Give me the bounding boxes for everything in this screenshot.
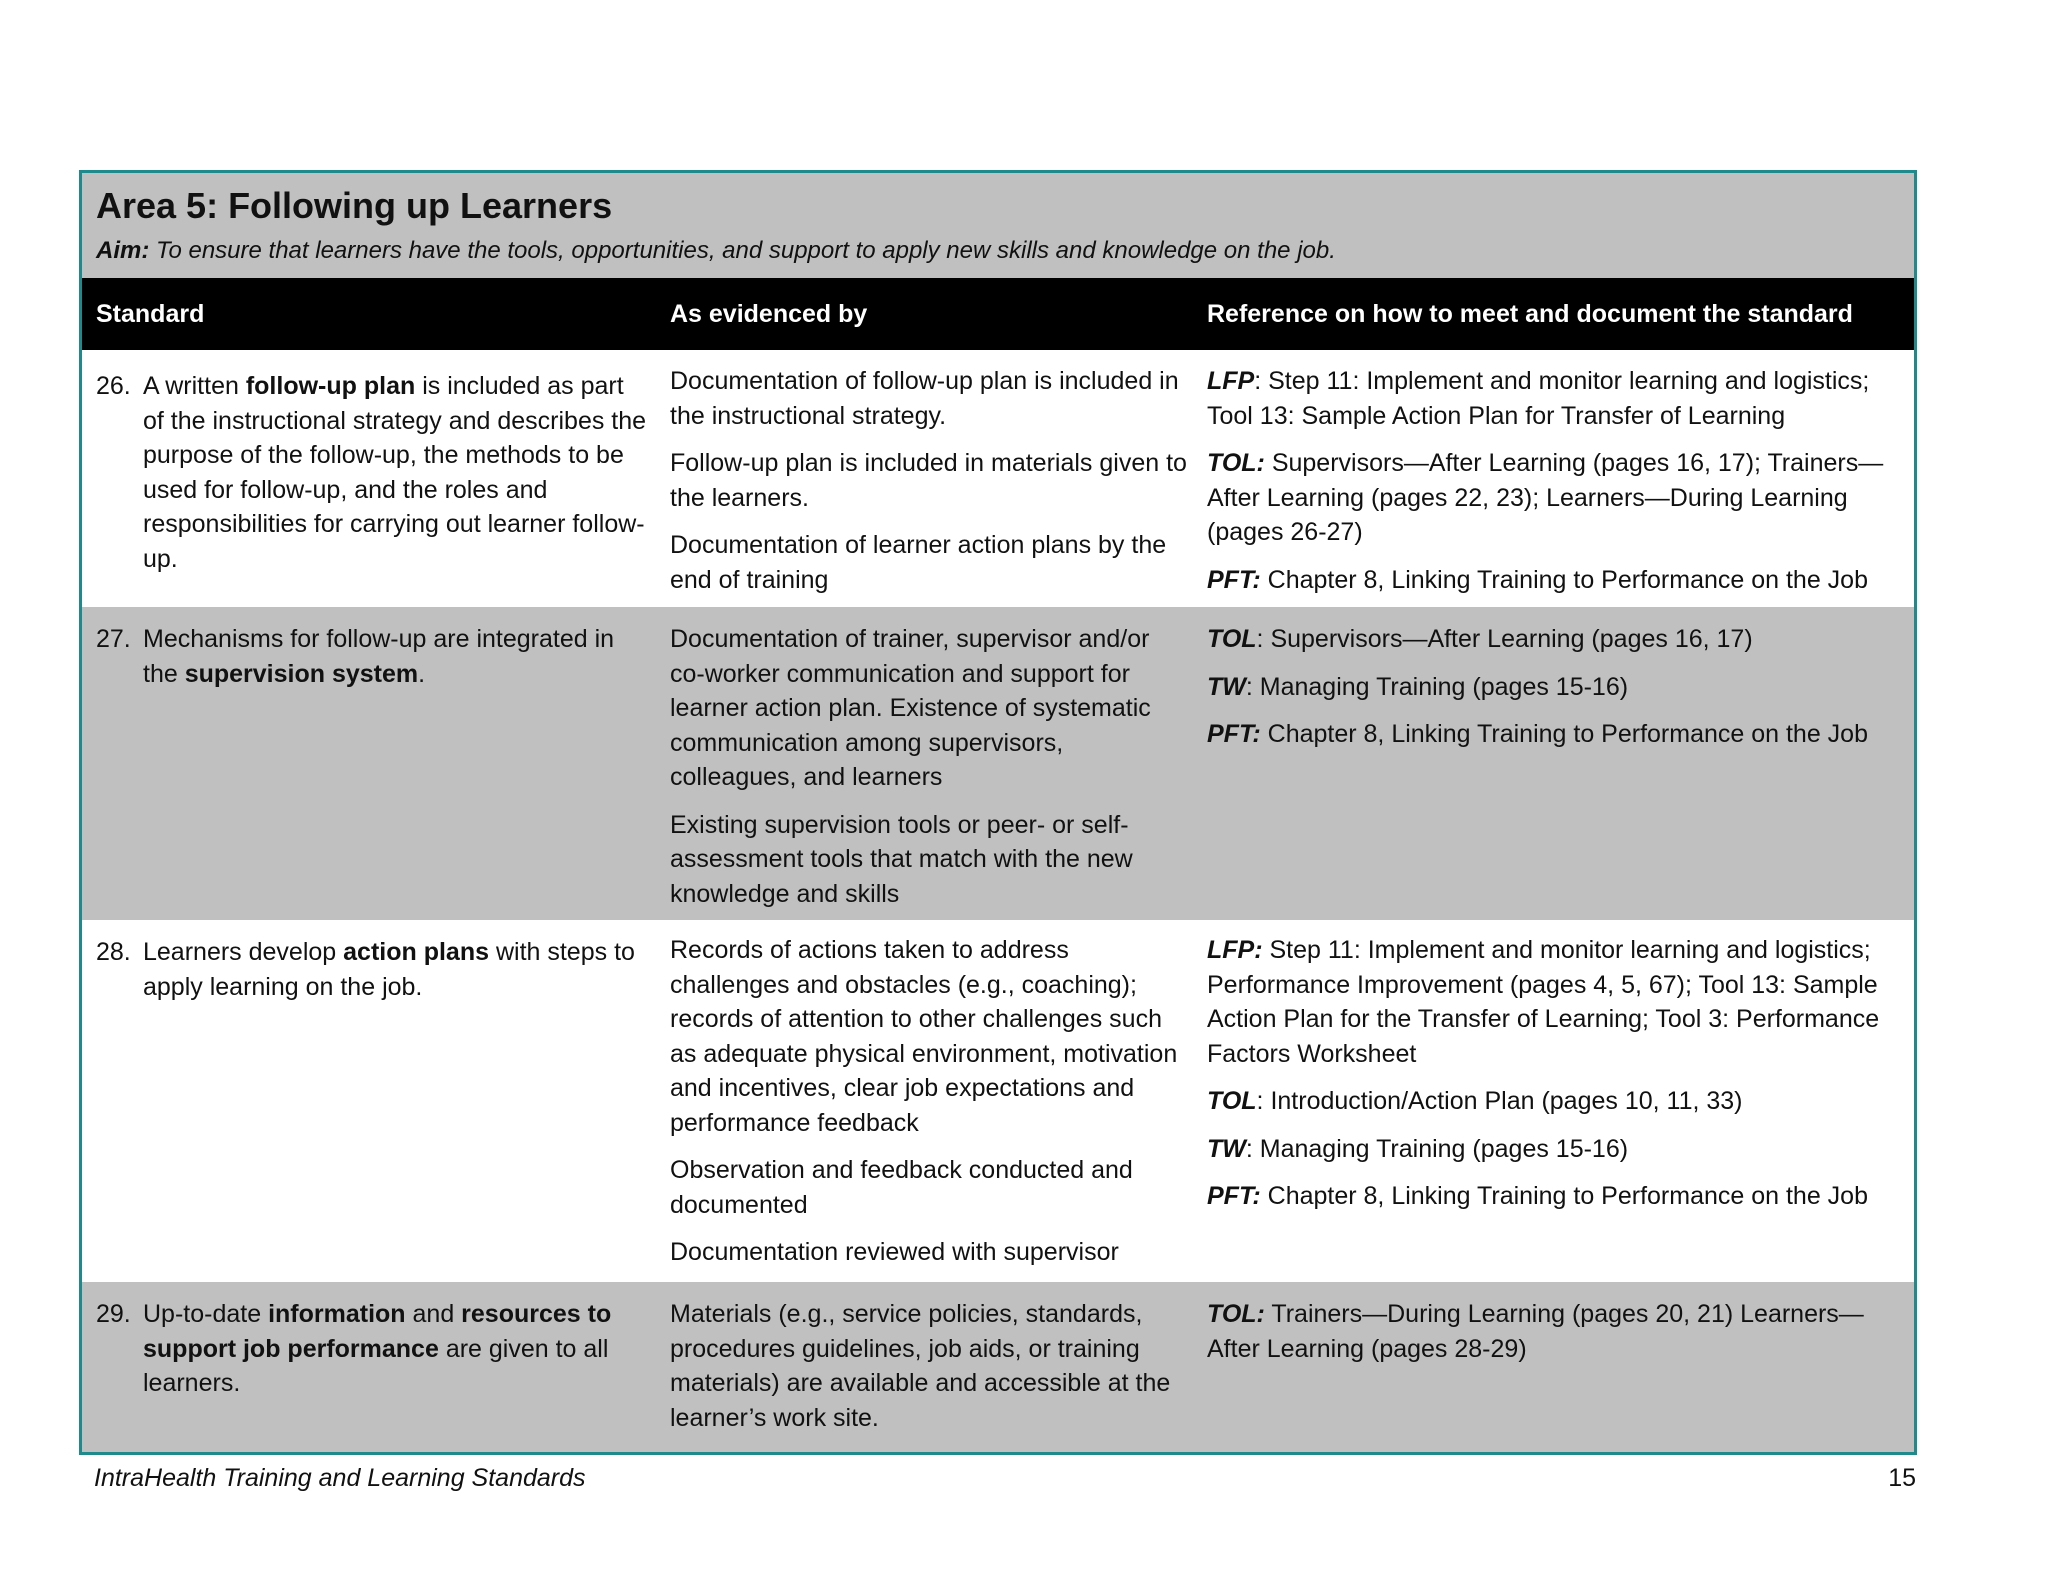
standard-text: Mechanisms for follow-up are integrated in the supervision system.	[143, 625, 615, 688]
standard-number: 26.	[96, 372, 131, 400]
aim-text: To ensure that learners have the tools, opportunities, and support to apply new skills and knowledge on the job.	[156, 237, 1336, 264]
table-row	[82, 1282, 1914, 1452]
reference-cell	[1199, 920, 1914, 1282]
table-row	[82, 607, 1914, 920]
column-header-reference: Reference on how to meet and document the standard	[1207, 299, 1853, 328]
standard-cell	[82, 350, 662, 607]
column-header-standard: Standard	[96, 299, 205, 328]
standard-number: 29.	[96, 1300, 131, 1328]
reference-item: TOL: Introduction/Action Plan (pages 10, 11, 33)	[1207, 1087, 1743, 1115]
reference-item: PFT: Chapter 8, Linking Training to Performance on the Job	[1207, 1182, 1868, 1210]
reference-cell	[1199, 607, 1914, 920]
reference-item: TOL: Trainers—During Learning (pages 20, 21) Learners—After Learning (pages 28-29)	[1207, 1300, 1864, 1363]
standard-cell	[82, 607, 662, 920]
evidence-item: Materials (e.g., service policies, standards, procedures guidelines, job aids, or training materials) are available and accessible at the learner’s work site.	[670, 1300, 1171, 1432]
table-row	[82, 920, 1914, 1282]
standards-table	[79, 170, 1917, 1455]
reference-cell	[1199, 1282, 1914, 1452]
standard-text: A written follow-up plan is included as part of the instructional strategy and describes the purpose of the follow-up, the methods to be used for follow-up, and the roles and responsibilities for carrying out learner follow-up.	[143, 372, 647, 573]
area-header	[82, 173, 1914, 278]
evidence-item: Existing supervision tools or peer- or self-assessment tools that match with the new knowledge and skills	[670, 810, 1133, 908]
evidence-cell	[662, 920, 1199, 1282]
reference-item: TW: Managing Training (pages 15-16)	[1207, 1134, 1629, 1163]
standard-number: 28.	[96, 938, 131, 966]
evidence-item: Documentation reviewed with supervisor	[670, 1238, 1119, 1266]
reference-item: PFT: Chapter 8, Linking Training to Performance on the Job	[1207, 565, 1868, 594]
evidence-item: Documentation of trainer, supervisor and/or co-worker communication and support for learner action plan. Existence of systematic communication among supervisors, colleagues, and learners	[670, 625, 1151, 791]
standard-cell	[82, 1282, 662, 1452]
page-number: 15	[1888, 1464, 1916, 1492]
evidence-cell	[662, 350, 1199, 607]
reference-item: PFT: Chapter 8, Linking Training to Performance on the Job	[1207, 720, 1868, 748]
evidence-item: Follow-up plan is included in materials given to the learners.	[670, 449, 1187, 512]
reference-cell	[1199, 350, 1914, 607]
standard-text: Learners develop action plans with steps to apply learning on the job.	[143, 938, 635, 1001]
area-aim	[96, 237, 1900, 265]
area-title: Area 5: Following up Learners	[96, 185, 613, 226]
standard-cell	[82, 920, 662, 1282]
standard-number: 27.	[96, 625, 131, 653]
evidence-item: Observation and feedback conducted and documented	[670, 1156, 1133, 1219]
reference-item: TOL: Supervisors—After Learning (pages 16, 17)	[1207, 625, 1753, 653]
evidence-item: Documentation of learner action plans by the end of training	[670, 531, 1167, 594]
column-header-row	[82, 278, 1914, 350]
evidence-item: Documentation of follow-up plan is included in the instructional strategy.	[670, 367, 1179, 430]
column-header-evidence: As evidenced by	[670, 299, 868, 328]
table-row	[82, 350, 1914, 607]
standard-text: Up-to-date information and resources to support job performance are given to all learners.	[143, 1300, 612, 1397]
evidence-item: Records of actions taken to address challenges and obstacles (e.g., coaching); records of attention to other challenges such as adequate physical environment, motivation and incentives, clear job expectations and performance feedback	[670, 936, 1178, 1137]
evidence-cell	[662, 1282, 1199, 1452]
aim-label: Aim:	[96, 237, 150, 264]
reference-item: LFP: Step 11: Implement and monitor learning and logistics; Tool 13: Sample Action Plan for Transfer of Learning	[1207, 367, 1870, 430]
reference-item: TW: Managing Training (pages 15-16)	[1207, 672, 1629, 701]
reference-item: TOL: Supervisors—After Learning (pages 16, 17); Trainers—After Learning (pages 22, 23); Learners—During Learning (pages 26-27)	[1207, 449, 1884, 546]
evidence-cell	[662, 607, 1199, 920]
footer-title: IntraHealth Training and Learning Standards	[94, 1464, 586, 1492]
reference-item: LFP: Step 11: Implement and monitor learning and logistics; Performance Improvement (pages 4, 5, 67); Tool 13: Sample Action Plan for the Transfer of Learning; Tool 3: Performance Factors Worksheet	[1207, 936, 1880, 1068]
